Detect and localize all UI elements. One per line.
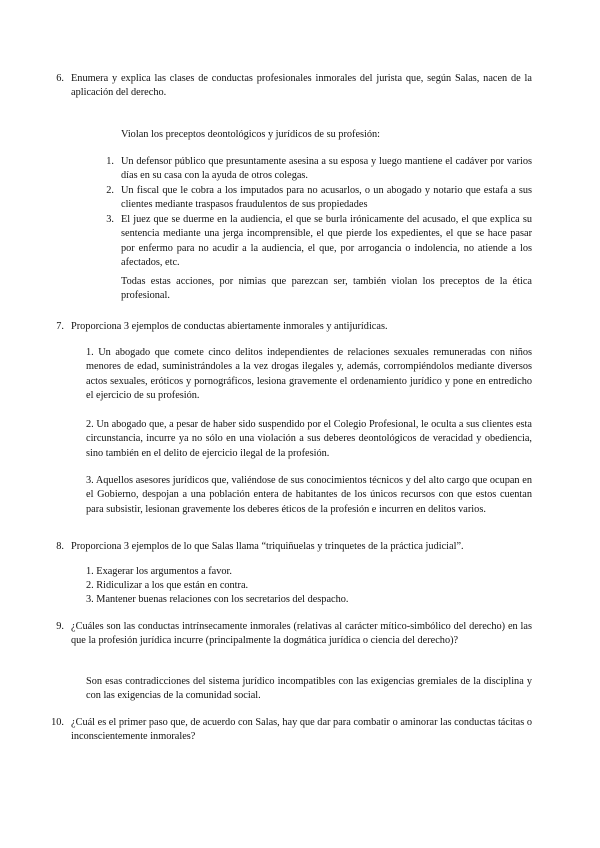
question-6-item-3: El juez que se duerme en la audiencia, el que se burla irónicamente del acusado, el que explica su sentencia mediante una jerga incomprensible, el que pierde los expedientes, el que se hace pasar por enfermo para no acudir a la audiencia, el que, por arrogancia o indolencia, no atiende a los afectados, etc.	[121, 214, 532, 269]
question-6-intro: Violan los preceptos deontológicos y jurídicos de su profesión:	[121, 129, 381, 140]
question-6-item-1: Un defensor público que presuntamente asesina a su esposa y luego mantiene el cadáver por varios días en su casa con la ayuda de otros colegas.	[121, 156, 532, 182]
question-8-answer-2: 2. Ridiculizar a los que están en contra.	[86, 580, 249, 591]
question-8-number: 8.	[56, 541, 64, 552]
question-6-item-1-number: 1.	[106, 156, 114, 167]
question-6-closing: Todas estas acciones, por nimias que parezcan ser, también violan los preceptos de la ética profesional.	[121, 276, 532, 302]
question-8-answer-3: 3. Mantener buenas relaciones con los secretarios del despacho.	[86, 594, 349, 605]
question-7-answer-3: 3. Aquellos asesores jurídicos que, valiéndose de sus conocimientos técnicos y del alto cargo que ocupan en el Gobierno, despojan a una población entera de habitantes de los únicos recursos con que estos cuentan para subsistir, lesionan gravemente los deberes éticos de la profesión e incurren en delitos varios.	[86, 475, 532, 515]
question-8-text: Proporciona 3 ejemplos de lo que Salas llama “triquiñuelas y trinquetes de la práctica judicial”.	[71, 541, 464, 552]
question-7-answer-1: 1. Un abogado que comete cinco delitos independientes de relaciones sexuales remuneradas con niños menores de edad, suministrándoles a la vez drogas ilegales y, además, corrompiéndolos mediante diversos actos sexuales, eróticos y pornográficos, lesiona gravemente el ordenamiento jurídico y pone en entredicho el ejercicio de su profesión.	[86, 347, 532, 402]
question-10-number: 10.	[51, 717, 64, 728]
question-9-number: 9.	[56, 621, 64, 632]
question-7-text: Proporciona 3 ejemplos de conductas abiertamente inmorales y antijurídicas.	[71, 321, 388, 332]
question-8-answer-1: 1. Exagerar los argumentos a favor.	[86, 566, 232, 577]
question-6-text: Enumera y explica las clases de conductas profesionales inmorales del jurista que, según Salas, nacen de la aplicación del derecho.	[71, 73, 532, 99]
question-9-text: ¿Cuáles son las conductas intrínsecamente inmorales (relativas al carácter mítico-simbólico del derecho) en las que la profesión jurídica incurre (principalmente la dogmática jurídica o ciencia del derecho)?	[71, 621, 532, 647]
question-7-answer-2: 2. Un abogado que, a pesar de haber sido suspendido por el Colegio Profesional, le oculta a sus clientes esta circunstancia, incurre ya no sólo en una violación a sus deberes deontológicos de veracidad y obediencia, sino también en el delito de ejercicio ilegal de la profesión.	[86, 419, 532, 459]
question-6-item-2: Un fiscal que le cobra a los imputados para no acusarlos, o un abogado y notario que estafa a sus clientes mediante traspasos fraudulentos de sus propiedades	[121, 185, 532, 211]
question-6-number: 6.	[56, 73, 64, 84]
question-6-item-2-number: 2.	[106, 185, 114, 196]
question-7-number: 7.	[56, 321, 64, 332]
question-9-answer: Son esas contradicciones del sistema jurídico incompatibles con las exigencias gremiales de la disciplina y con las exigencias de la comunidad social.	[86, 676, 532, 702]
question-6-item-3-number: 3.	[106, 214, 114, 225]
question-10-text: ¿Cuál es el primer paso que, de acuerdo con Salas, hay que dar para combatir o aminorar las conductas tácitas o inconscientemente inmorales?	[71, 717, 532, 743]
